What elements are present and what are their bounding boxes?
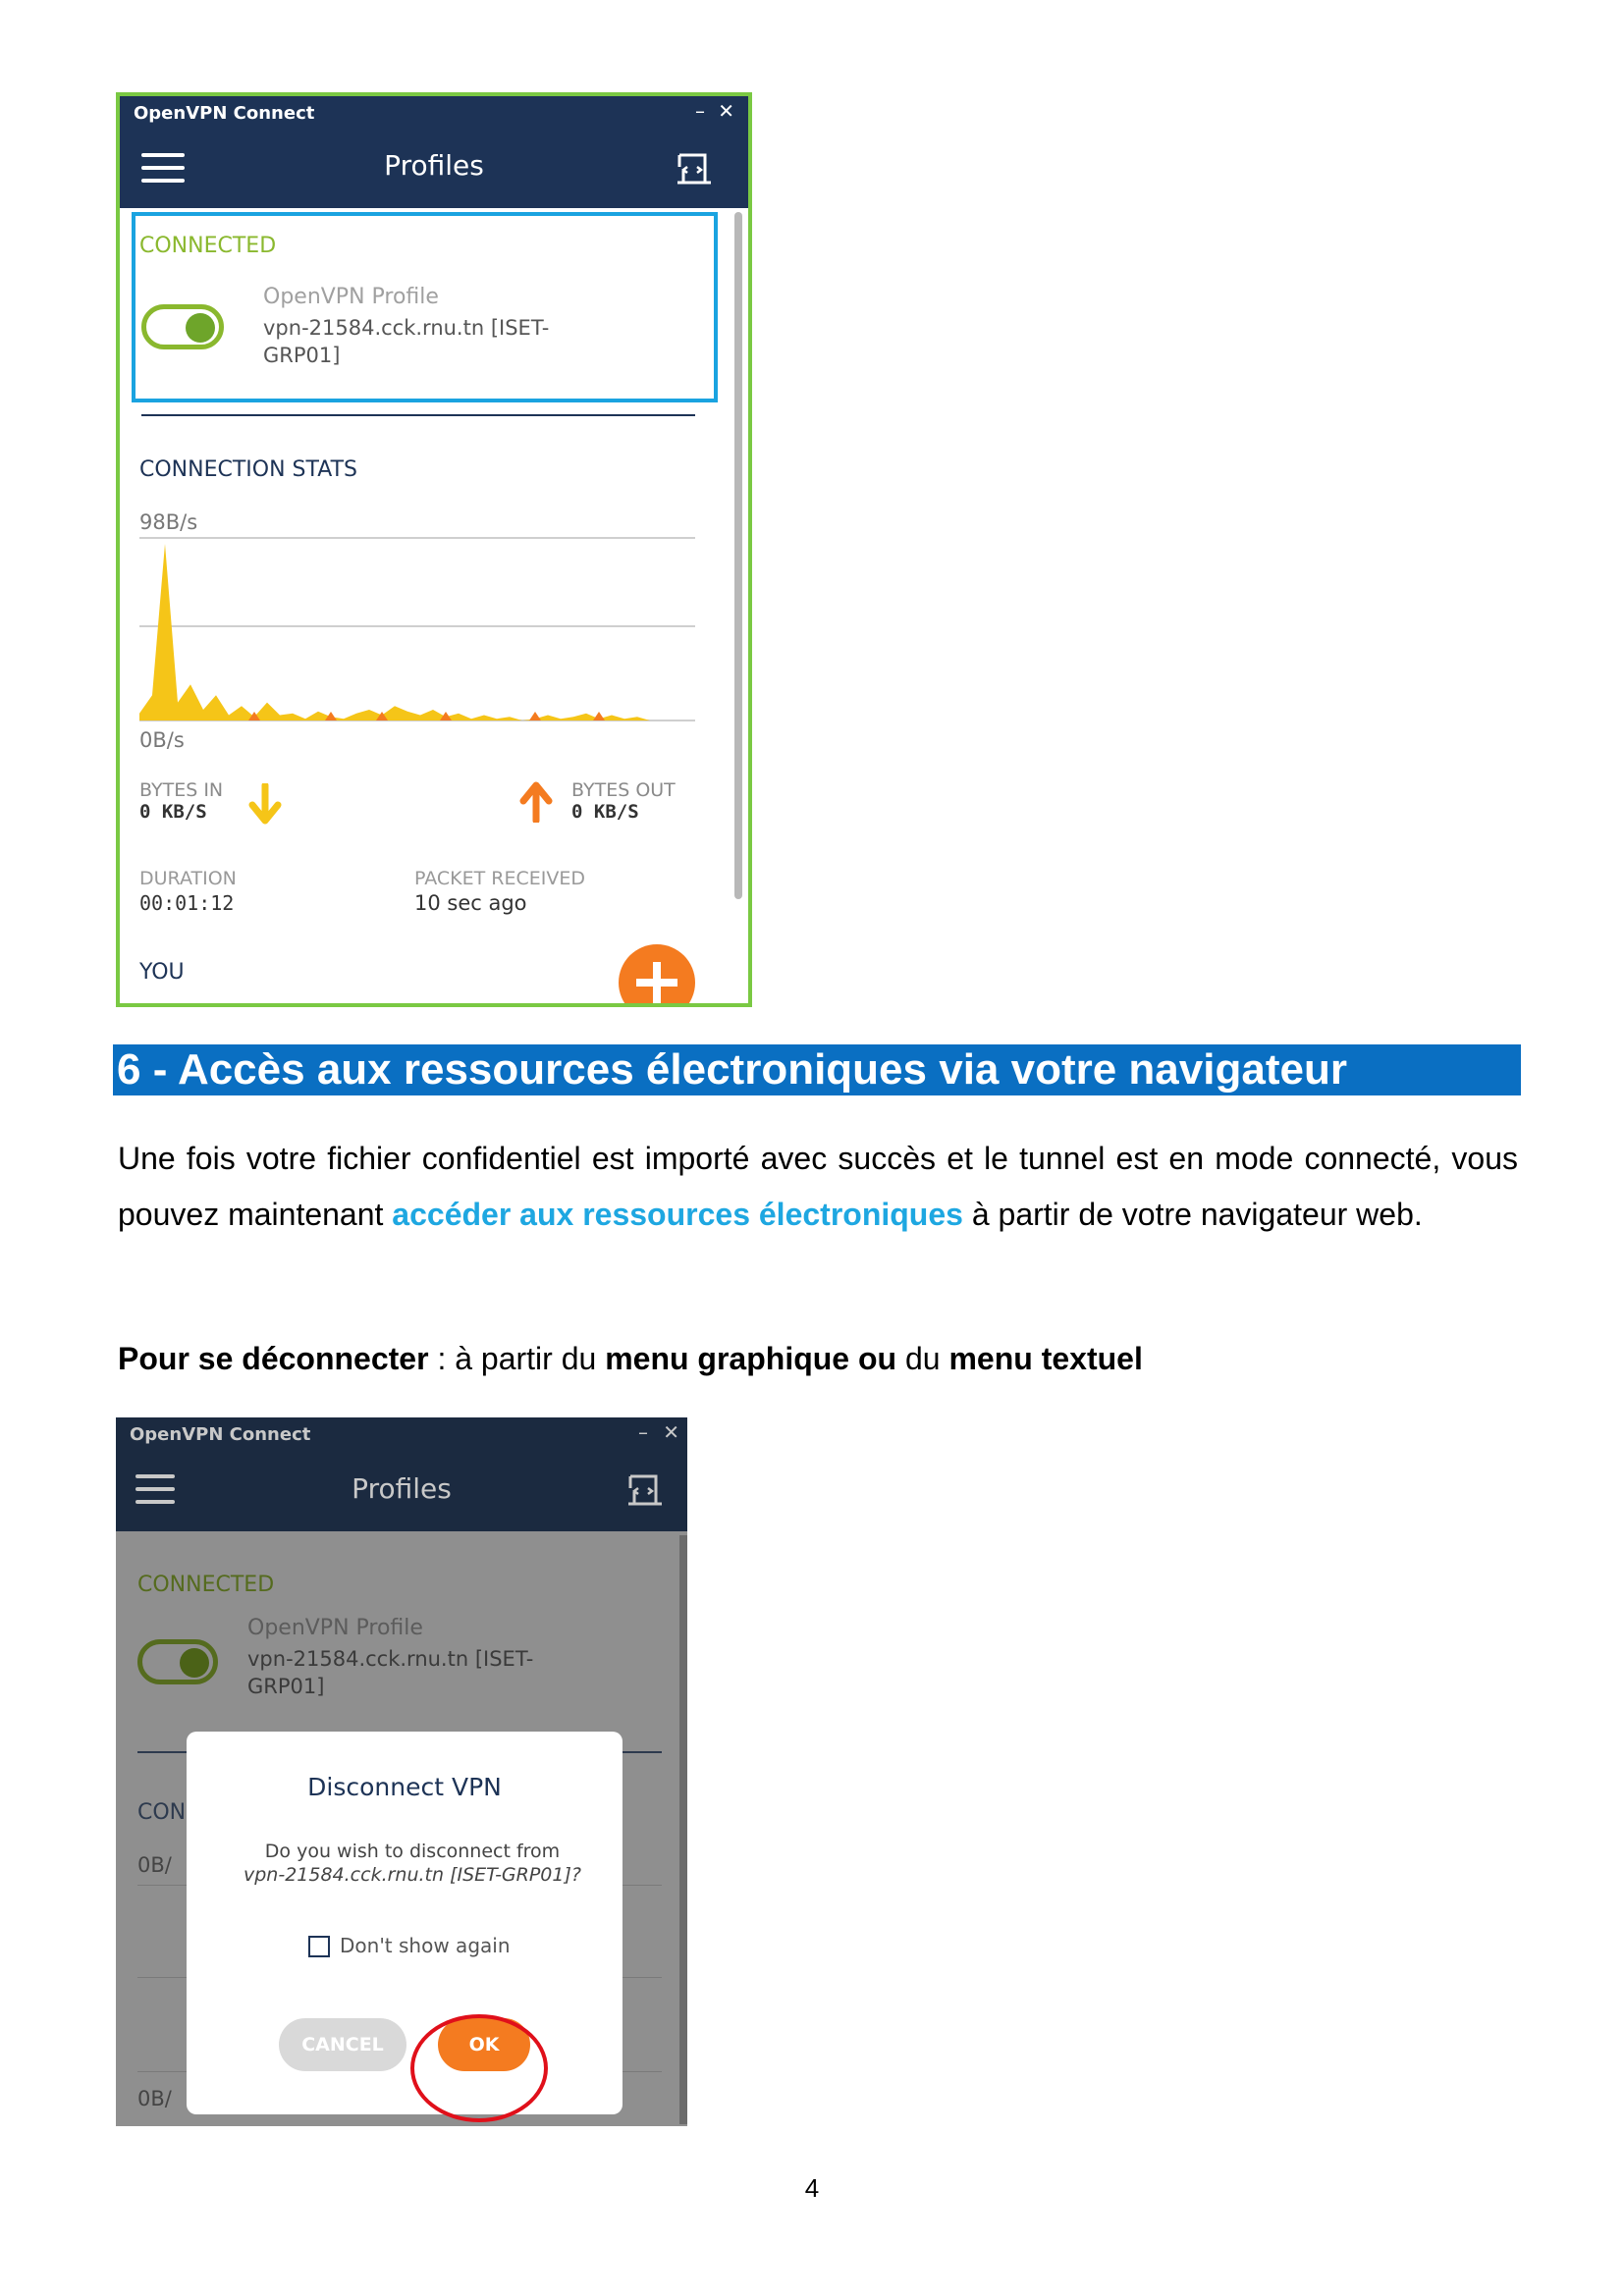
import-profile-icon[interactable] <box>626 1470 664 1510</box>
connection-stats-title-partial: CON <box>137 1800 187 1825</box>
ok-button-highlight-ring <box>410 2014 548 2122</box>
connection-stats-title: CONNECTION STATS <box>139 457 357 482</box>
dialog-title: Disconnect VPN <box>307 1773 502 1801</box>
page-title: Profiles <box>352 1472 452 1505</box>
packet-received-value: 10 sec ago <box>414 891 527 915</box>
toggle-knob <box>186 313 215 343</box>
duration-label: DURATION <box>139 868 237 889</box>
disconnect-bold-1: Pour se déconnecter <box>118 1341 429 1376</box>
dialog-message-profile: vpn-21584.cck.rnu.tn [ISET-GRP01]? <box>244 1864 581 1886</box>
profile-name: OpenVPN Profile <box>247 1616 423 1640</box>
intro-text-start: Une fois votre fichier confidentiel est importé avec succès et le tunnel est en mode connecté, vous pouvez maintenant <box>118 1141 1518 1232</box>
minimize-button[interactable]: – <box>695 99 705 123</box>
intro-text-end: à partir de votre navigateur web. <box>962 1197 1423 1232</box>
close-button[interactable]: ✕ <box>663 1420 679 1444</box>
chart-max-label: 98B/s <box>139 510 198 534</box>
dialog-message-text: Do you wish to disconnect from <box>264 1841 561 1862</box>
bytes-in-value: 0 KB/S <box>139 801 207 823</box>
bytes-out-label: BYTES OUT <box>571 779 676 801</box>
add-profile-button[interactable] <box>619 944 695 1007</box>
disconnect-instruction <box>118 1339 1518 1378</box>
connection-status: CONNECTED <box>137 1573 275 1597</box>
arrow-down-icon <box>247 783 283 827</box>
cancel-button[interactable]: CANCEL <box>279 2018 406 2071</box>
disconnect-bold-3: menu textuel <box>948 1341 1143 1376</box>
scrollbar[interactable] <box>679 1535 687 2124</box>
window-titlebar <box>120 96 748 130</box>
traffic-chart <box>139 536 695 732</box>
profile-name: OpenVPN Profile <box>263 285 439 309</box>
bytes-out-point <box>593 712 605 721</box>
dialog-message <box>242 1840 583 1887</box>
bytes-in-area <box>139 544 650 721</box>
minimize-button[interactable]: – <box>638 1420 648 1444</box>
connection-toggle[interactable] <box>141 304 224 349</box>
window-title: OpenVPN Connect <box>130 1424 311 1445</box>
disconnect-text-1: : à partir du <box>428 1341 606 1376</box>
toggle-knob <box>180 1648 209 1678</box>
arrow-up-icon <box>518 779 554 823</box>
profile-description: vpn-21584.cck.rnu.tn [ISET-GRP01] <box>247 1647 534 1698</box>
scrollbar[interactable] <box>734 212 742 899</box>
page-number: 4 <box>804 2173 820 2203</box>
bytes-out-point <box>529 712 541 721</box>
disconnect-dialog <box>187 1732 623 2114</box>
bytes-in-label: BYTES IN <box>139 779 224 801</box>
window-titlebar <box>116 1417 687 1451</box>
you-section-title: YOU <box>139 960 185 985</box>
chart-min-label: 0B/s <box>139 728 185 752</box>
chart-label-partial: 0B/ <box>137 1853 172 1877</box>
import-profile-icon[interactable] <box>676 149 713 188</box>
disconnect-bold-2: menu graphique ou <box>605 1341 897 1376</box>
disconnect-text-2: du <box>896 1341 949 1376</box>
duration-value: 00:01:12 <box>139 891 235 915</box>
section-heading: 6 - Accès aux ressources électroniques via votre navigateur <box>113 1044 1521 1095</box>
intro-highlight: accéder aux ressources électroniques <box>392 1197 963 1232</box>
openvpn-disconnect-screenshot <box>116 1417 687 2126</box>
close-button[interactable]: ✕ <box>718 99 734 123</box>
app-header <box>120 130 748 208</box>
window-title: OpenVPN Connect <box>134 103 315 124</box>
dont-show-again-label[interactable]: Don't show again <box>340 1934 511 1957</box>
intro-paragraph <box>118 1131 1518 1243</box>
bytes-out-value: 0 KB/S <box>571 801 639 823</box>
page-title: Profiles <box>384 149 484 182</box>
chart-label-partial: 0B/ <box>137 2087 172 2110</box>
connection-status: CONNECTED <box>139 234 277 258</box>
connection-toggle[interactable] <box>137 1639 218 1684</box>
divider <box>141 414 695 416</box>
packet-received-label: PACKET RECEIVED <box>414 868 585 889</box>
ok-button[interactable]: OK <box>438 2018 530 2071</box>
dont-show-again-checkbox[interactable] <box>308 1936 330 1957</box>
app-header <box>116 1451 687 1531</box>
profile-description: vpn-21584.cck.rnu.tn [ISET-GRP01] <box>263 316 550 367</box>
openvpn-connected-screenshot <box>116 92 752 1007</box>
